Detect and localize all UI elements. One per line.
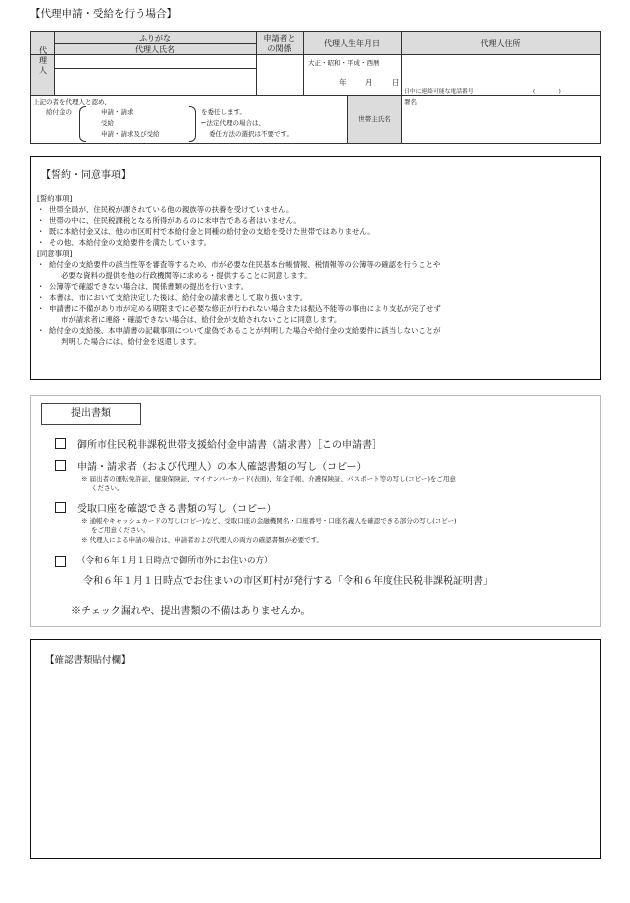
option-receive[interactable]: 受給 <box>101 119 114 127</box>
identity-docs-note-cont: ください。 <box>91 484 124 492</box>
option-apply[interactable]: 申請・請求 <box>101 108 134 116</box>
consent-item: ・ 本書は、市において支給決定した後は、給付金の請求書として取り扱います。 <box>37 293 308 302</box>
day-label: 日 <box>392 78 400 87</box>
consent-item-cont: 市が請求者に連絡・確認できない場合は、給付金が支給されないことに同意します。 <box>61 315 342 324</box>
consent-heading: [同意事項] <box>37 249 73 258</box>
doc-item-identity-docs: 申請・請求者（および代理人）の本人確認書類の写し（コピー） <box>77 462 367 473</box>
oath-heading: [誓約事項] <box>37 194 73 203</box>
consent-item-cont: 必要な資料の提供を他の行政機関等に求める・提供することに同意します。 <box>61 271 312 280</box>
checkbox-bank-account-docs[interactable] <box>55 502 66 513</box>
oath-title: 【誓約・同意事項】 <box>41 170 131 181</box>
oath-item: ・ 世帯の中に、住民税課税となる所得があるのに未申告である者はいません。 <box>37 216 301 225</box>
document-paste-area[interactable] <box>30 639 601 859</box>
month-label: 月 <box>365 78 373 87</box>
legal-note-1: ←法定代理の場合は、 <box>201 119 265 127</box>
address-input[interactable] <box>402 55 600 85</box>
paste-area-title: 【確認書類貼付欄】 <box>45 655 131 666</box>
oath-item: ・ 既に本給付金又は、他の市区町村で本給付金と同種の給付金の支給を受けた世帯ではありません。 <box>37 227 375 236</box>
agent-docs-note: ※ 代理人による申請の場合は、申請者および代理人の両方の確認書類が必要です。 <box>81 536 324 544</box>
right-bracket <box>189 106 196 142</box>
year-label: 年 <box>339 78 347 87</box>
delegation-intro: 上記の者を代理人と認め、 <box>33 98 111 106</box>
address-label: 代理人住所 <box>480 39 521 48</box>
documents-box <box>30 395 601 627</box>
era-options[interactable]: 大正・昭和・平成・西暦 <box>308 59 380 67</box>
documents-title: 提出書類 <box>41 403 141 425</box>
consent-item: ・ 申請書に不備があり市が定める期限までに必要な修正が行われない場合または振込不能等の事由により支払が完了せず <box>37 304 441 313</box>
doc-item-tax-certificate: 令和６年１月１日時点でお住まいの市区町村が発行する「令和６年度住民税非課税証明書」 <box>83 576 493 587</box>
checkbox-tax-certificate[interactable] <box>55 556 66 567</box>
relation-label-1: 申請者と <box>263 34 296 43</box>
consent-item: ・ 給付金の支給後、本申請書の記載事項について虚偽であることが判明した場合や給付金の支給要件に該当しないことが <box>37 326 441 335</box>
doc-item-bank-account-docs: 受取口座を確認できる書類の写し（コピー） <box>77 504 277 515</box>
checkbox-identity-docs[interactable] <box>55 460 66 471</box>
relation-label-2: の関係 <box>267 44 292 53</box>
agent-name-label: 代理人氏名 <box>135 45 175 54</box>
oath-item: ・ 世帯全員が、住民税が課されている他の親族等の扶養を受けていません。 <box>37 205 294 214</box>
birthdate-label: 代理人生年月日 <box>324 39 380 48</box>
checkbox-application-form[interactable] <box>55 438 66 449</box>
consent-item: ・ 給付金の支給要件の該当性等を審査等するため、市が必要な住民基本台帳情報、税情報等の公簿等の確認を行うことや <box>37 260 441 269</box>
doc-item-tax-certificate-condition: （令和６年１月１日時点で御所市外にお住いの方） <box>77 556 273 566</box>
phone-label: 日中に連絡可能な電話番号 <box>404 89 474 95</box>
signature-input[interactable] <box>402 106 598 142</box>
agent-side-label: 代理人 <box>39 46 47 75</box>
relation-input[interactable] <box>257 55 302 94</box>
householder-label: 世帯主氏名 <box>358 115 391 123</box>
oath-consent-box <box>30 156 601 380</box>
agent-table <box>30 31 601 144</box>
agent-name-input[interactable] <box>55 69 255 94</box>
documents-closing-note: ※チェック漏れや、提出書類の不備はありませんか。 <box>71 606 311 617</box>
agent-section-heading: 【代理申請・受給を行う場合】 <box>30 8 177 20</box>
consent-item-cont: 判明した場合には、給付金を返還します。 <box>61 337 201 346</box>
left-bracket <box>79 106 86 142</box>
consent-item: ・ 公簿等で確認できない場合は、関係書類の提出を行います。 <box>37 282 248 291</box>
signature-label: 署名 <box>404 98 417 106</box>
identity-docs-note: ※ 届出者の運転免許証、健康保険証、マイナンバーカード(表面)、年金手帳、介護保険証、パスポート等の写し(コピー)をご用意 <box>81 475 456 483</box>
phone-input[interactable]: ( ) <box>533 89 561 95</box>
legal-note-2: 委任方法の選択は不要です。 <box>209 130 293 138</box>
benefit-of-label: 給付金の <box>46 108 72 116</box>
bank-docs-note-cont: をご用意ください。 <box>91 526 150 534</box>
bank-docs-note: ※ 通帳やキャッシュカードの写し(コピー)など、受取口座の金融機関名・口座番号・口座名義人を確認できる部分の写し(コピー) <box>81 517 457 525</box>
oath-item: ・ その他、本給付金の支給要件を満たしています。 <box>37 238 212 247</box>
delegate-text: を委任します。 <box>201 108 246 116</box>
option-apply-and-receive[interactable]: 申請・請求及び受給 <box>101 130 160 138</box>
furigana-label: ふりがな <box>139 34 171 43</box>
doc-item-application-form: 御所市住民税非課税世帯支援給付金申請書（請求書）［この申請書］ <box>77 440 382 451</box>
furigana-input[interactable] <box>55 55 255 67</box>
